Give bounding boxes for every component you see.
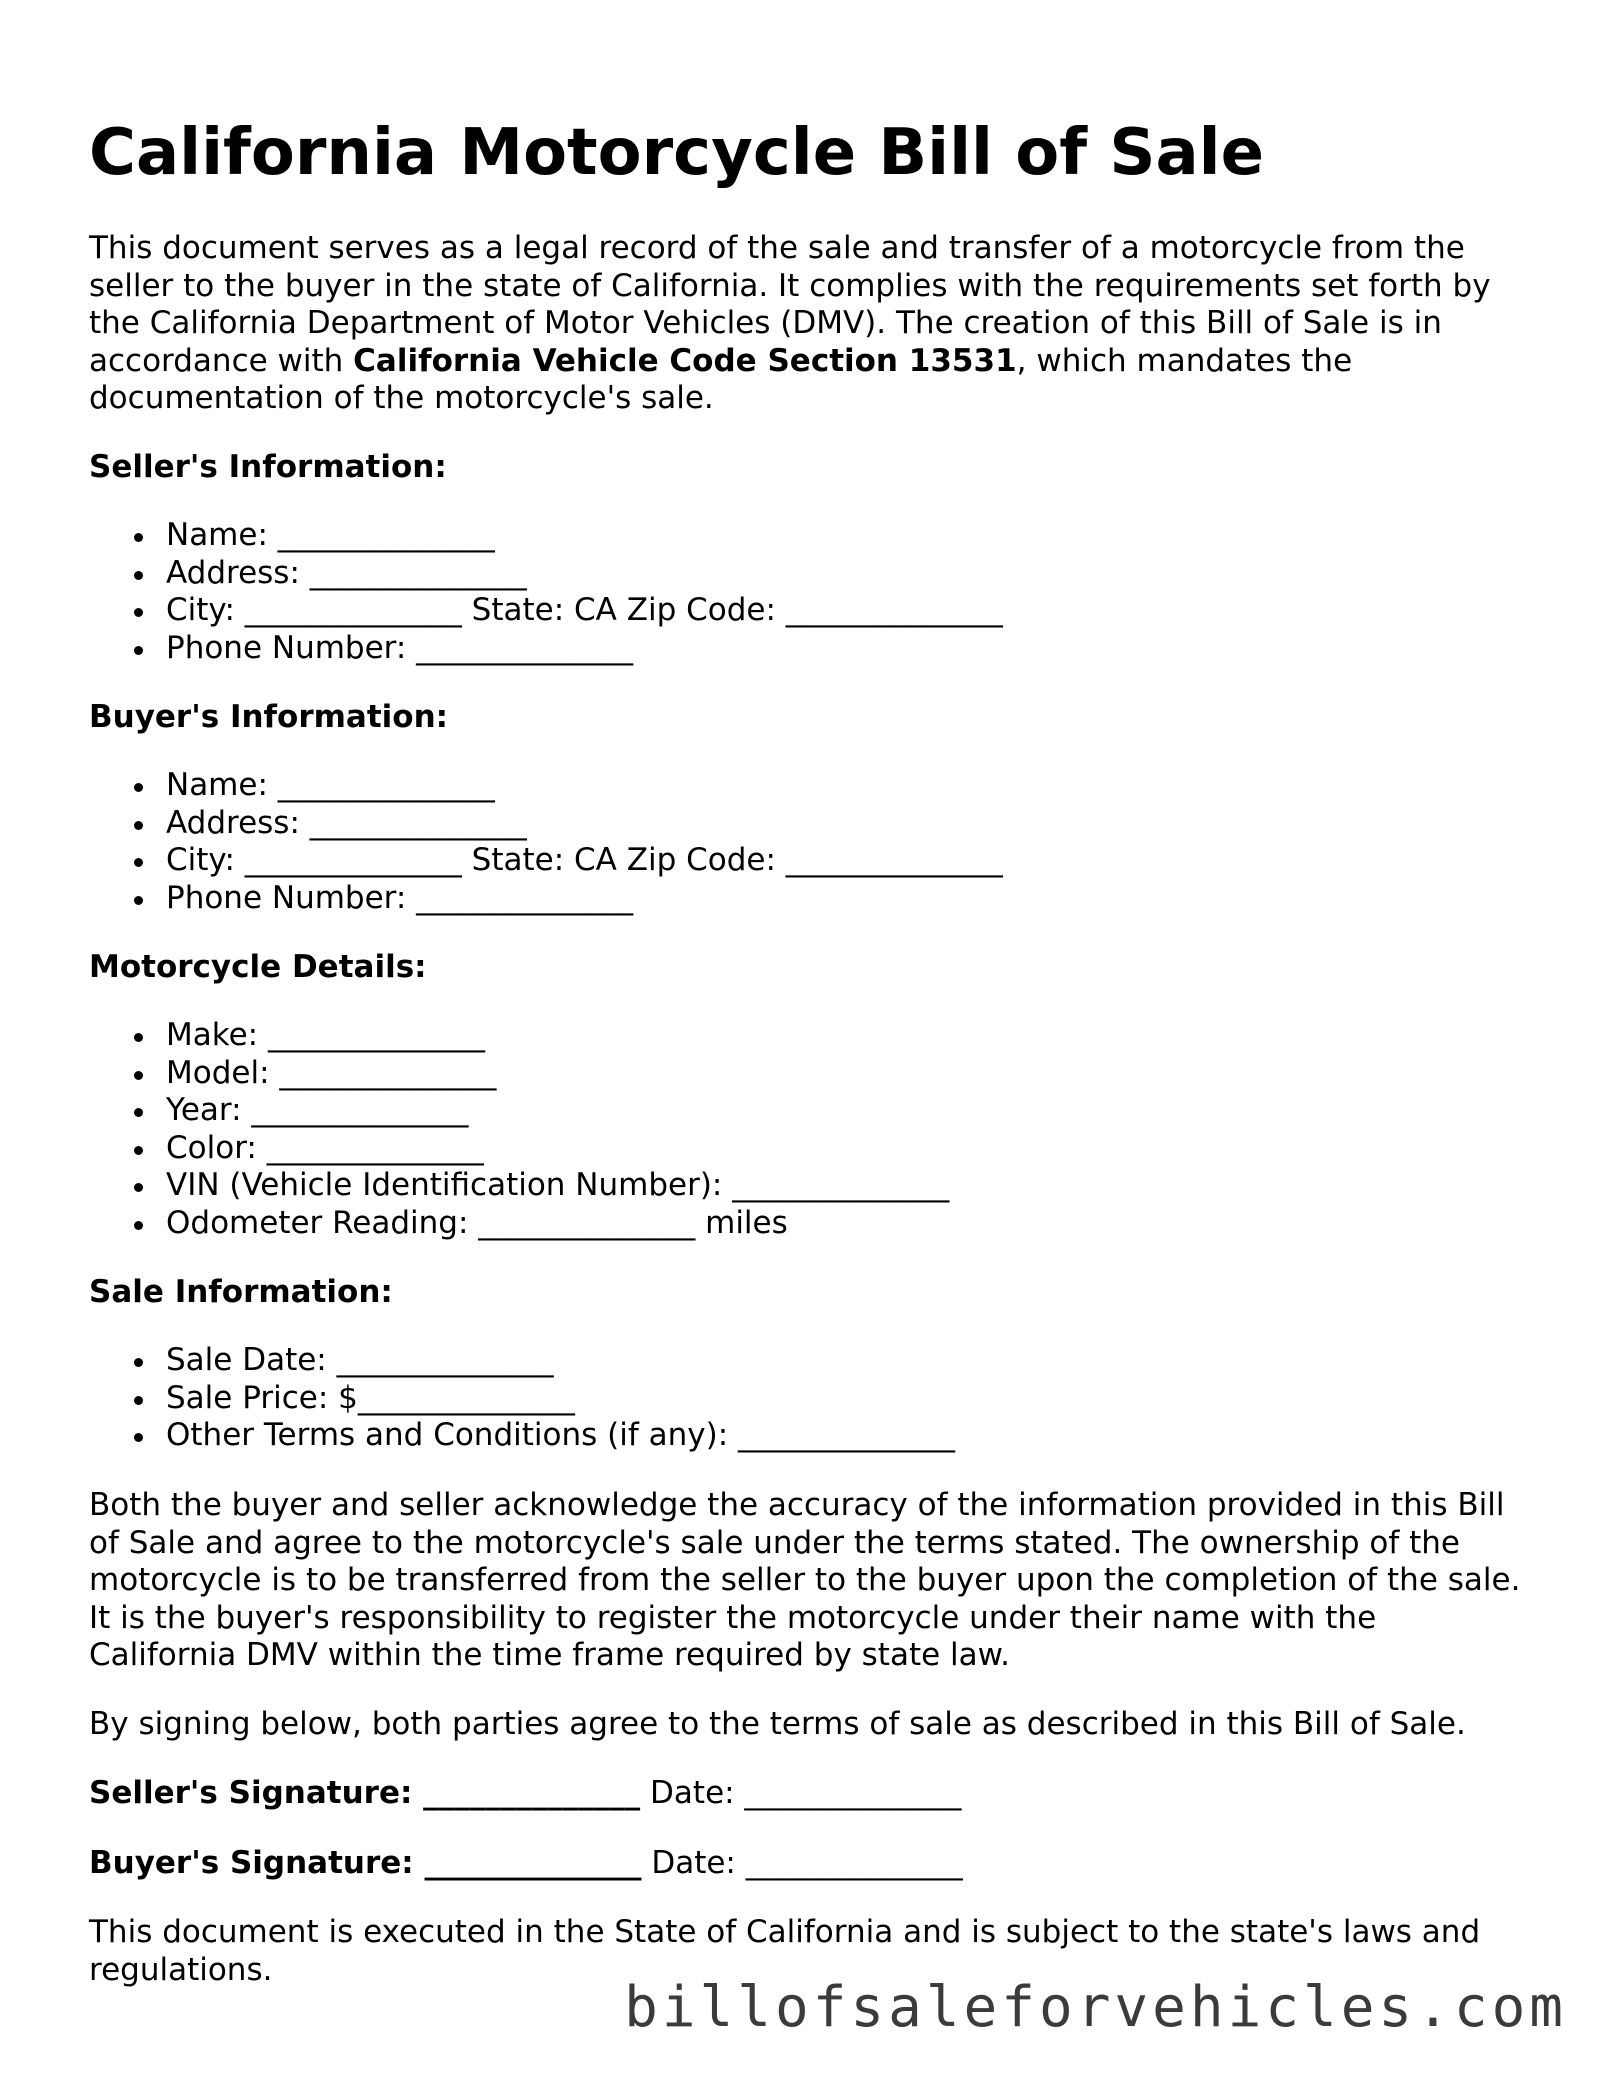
site-watermark: billofsaleforvehicles.com — [624, 1975, 1567, 2040]
closing-paragraph: This document is executed in the State of California and is subject to the state's laws and regulations. — [89, 1914, 1481, 1988]
intro-text: This document serves as a legal record of the sale and transfer of a motorcycle from the seller to the buyer in the state of California. It complies with the requirements set forth by the California Department of Motor Vehicles (DMV). The creation of this Bill of Sale is in accordance with — [89, 230, 1491, 379]
buyer-signature-line[interactable] — [89, 1845, 963, 1883]
seller-name-field[interactable]: Name: ______________ — [89, 517, 1003, 555]
seller-section-heading: Seller's Information: — [89, 449, 447, 485]
buyer-section-heading: Buyer's Information: — [89, 699, 449, 735]
vehicle-code-reference: California Vehicle Code Section 13531 — [353, 342, 1017, 379]
seller-fields-list — [89, 517, 1003, 667]
motorcycle-color-field[interactable]: Color: ______________ — [89, 1130, 949, 1168]
seller-signature-date: Date: ______________ — [640, 1775, 962, 1811]
buyer-address-field[interactable]: Address: ______________ — [89, 805, 1003, 843]
motorcycle-fields-list — [89, 1017, 949, 1242]
sale-fields-list — [89, 1342, 955, 1455]
buyer-signature-date: Date: ______________ — [641, 1845, 963, 1881]
motorcycle-year-field[interactable]: Year: ______________ — [89, 1092, 949, 1130]
seller-signature-label: Seller's Signature: ______________ — [89, 1775, 641, 1811]
buyer-name-field[interactable]: Name: ______________ — [89, 767, 1003, 805]
buyer-fields-list — [89, 767, 1003, 917]
seller-phone-field[interactable]: Phone Number: ______________ — [89, 630, 1003, 668]
buyer-phone-field[interactable]: Phone Number: ______________ — [89, 880, 1003, 918]
seller-address-field[interactable]: Address: ______________ — [89, 555, 1003, 593]
sale-date-field[interactable]: Sale Date: ______________ — [89, 1342, 955, 1380]
sale-terms-field[interactable]: Other Terms and Conditions (if any): ______________ — [89, 1417, 955, 1455]
motorcycle-odometer-field[interactable]: Odometer Reading: ______________ miles — [89, 1205, 949, 1243]
page-title: California Motorcycle Bill of Sale — [89, 116, 1264, 190]
motorcycle-make-field[interactable]: Make: ______________ — [89, 1017, 949, 1055]
intro-text-end: , which mandates the documentation of the motorcycle's sale. — [89, 342, 1353, 416]
acknowledgement-paragraph: Both the buyer and seller acknowledge the accuracy of the information provided in this Bill of Sale and agree to the motorcycle's sale under the terms stated. The ownership of the motorcycle is to be transferred from the seller to the buyer upon the completion of the sale. It is the buyer's responsibility to register the motorcycle under their name with the California DMV within the time frame required by state law. — [89, 1487, 1521, 1673]
buyer-signature-label: Buyer's Signature: ______________ — [89, 1845, 642, 1881]
sale-section-heading: Sale Information: — [89, 1274, 393, 1310]
intro-paragraph — [89, 230, 1529, 418]
motorcycle-vin-field[interactable]: VIN (Vehicle Identification Number): ______________ — [89, 1167, 949, 1205]
seller-city-state-zip-field[interactable]: City: ______________ State: CA Zip Code: ______________ — [89, 592, 1003, 630]
motorcycle-section-heading: Motorcycle Details: — [89, 949, 427, 985]
motorcycle-model-field[interactable]: Model: ______________ — [89, 1055, 949, 1093]
signing-statement: By signing below, both parties agree to the terms of sale as described in this Bill of Sale. — [89, 1706, 1466, 1742]
buyer-city-state-zip-field[interactable]: City: ______________ State: CA Zip Code: ______________ — [89, 842, 1003, 880]
sale-price-field[interactable]: Sale Price: $______________ — [89, 1380, 955, 1418]
seller-signature-line[interactable] — [89, 1775, 961, 1813]
